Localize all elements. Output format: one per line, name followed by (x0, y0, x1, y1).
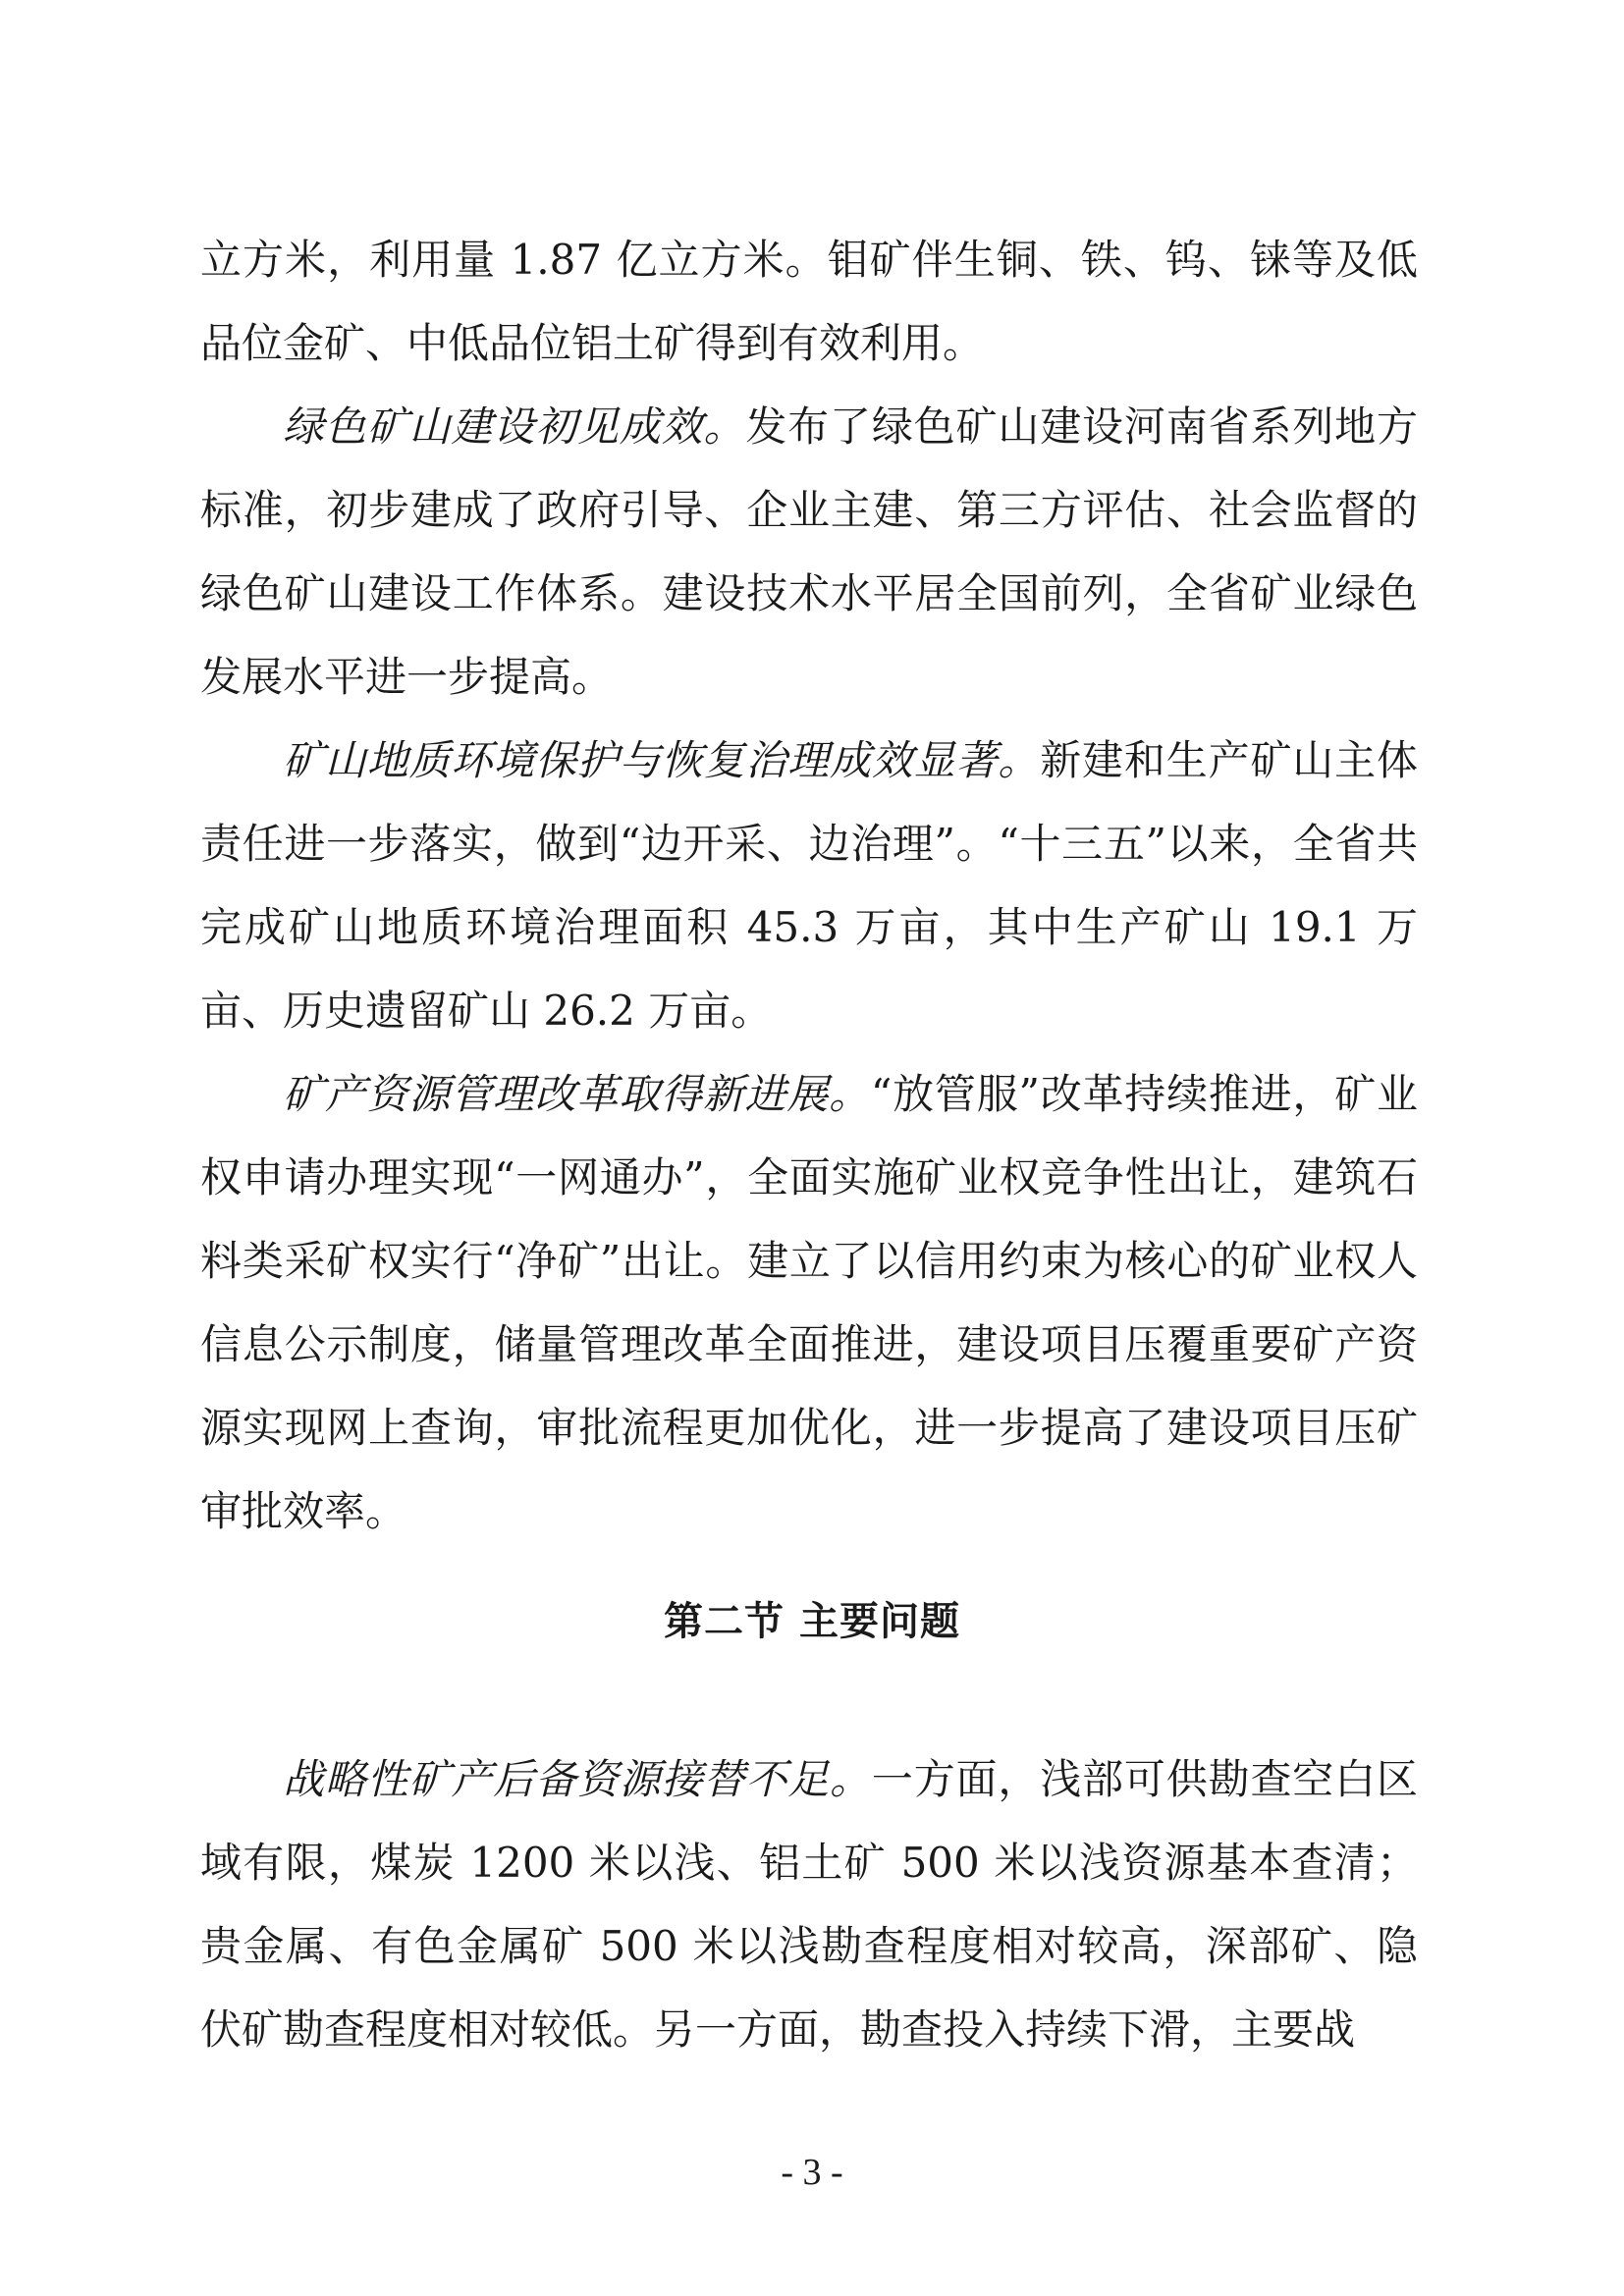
paragraph-4-lead: 矿产资源管理改革取得新进展。 (283, 1070, 871, 1118)
section-paragraph-1-lead: 战略性矿产后备资源接替不足。 (283, 1755, 872, 1803)
paragraph-1 (200, 218, 1418, 385)
paragraph-2-lead: 绿色矿山建设初见成效。 (283, 402, 746, 451)
section-body-text-block (200, 1737, 1418, 2071)
paragraph-4-text: “放管服”改革持续推进，矿业权申请办理实现“一网通办”，全面实施矿业权竞争性出让，建筑石料类采矿权实行“净矿”出让。建立了以信用约束为核心的矿业权人信息公示制度，储量管理改革全面推进，建设项目压覆重要矿产资源实现网上查询，审批流程更加优化，进一步提高了建设项目压矿审批效率。 (200, 1070, 1418, 1535)
paragraph-3-lead: 矿山地质环境保护与恢复治理成效显著。 (283, 736, 1041, 784)
section-paragraph-1 (200, 1737, 1418, 2071)
paragraph-3 (200, 719, 1418, 1052)
page-number: - 3 - (781, 2152, 843, 2193)
paragraph-2-text: 发布了绿色矿山建设河南省系列地方标准，初步建成了政府引导、企业主建、第三方评估、社会监督的绿色矿山建设工作体系。建设技术水平居全国前列，全省矿业绿色发展水平进一步提高。 (200, 402, 1418, 701)
section-paragraph-1-text: 一方面，浅部可供勘查空白区域有限，煤炭 1200 米以浅、铝土矿 500 米以浅资源基本查清；贵金属、有色金属矿 500 米以浅勘查程度相对较高，深部矿、隐伏矿勘查程度相对较低。另一方面，勘查投入持续下滑，主要战 (200, 1755, 1418, 2054)
body-text-block (200, 218, 1418, 1553)
section-title: 第二节 主要问题 (664, 1599, 960, 1644)
paragraph-4 (200, 1052, 1418, 1553)
paragraph-2 (200, 385, 1418, 719)
paragraph-3-text: 新建和生产矿山主体责任进一步落实，做到“边开采、边治理”。“十三五”以来，全省共完成矿山地质环境治理面积 45.3 万亩，其中生产矿山 19.1 万亩、历史遗留矿山 26.2 万亩。 (200, 736, 1418, 1035)
paragraph-1-text: 立方米，利用量 1.87 亿立方米。钼矿伴生铜、铁、钨、铼等及低品位金矿、中低品位铝土矿得到有效利用。 (200, 236, 1418, 367)
